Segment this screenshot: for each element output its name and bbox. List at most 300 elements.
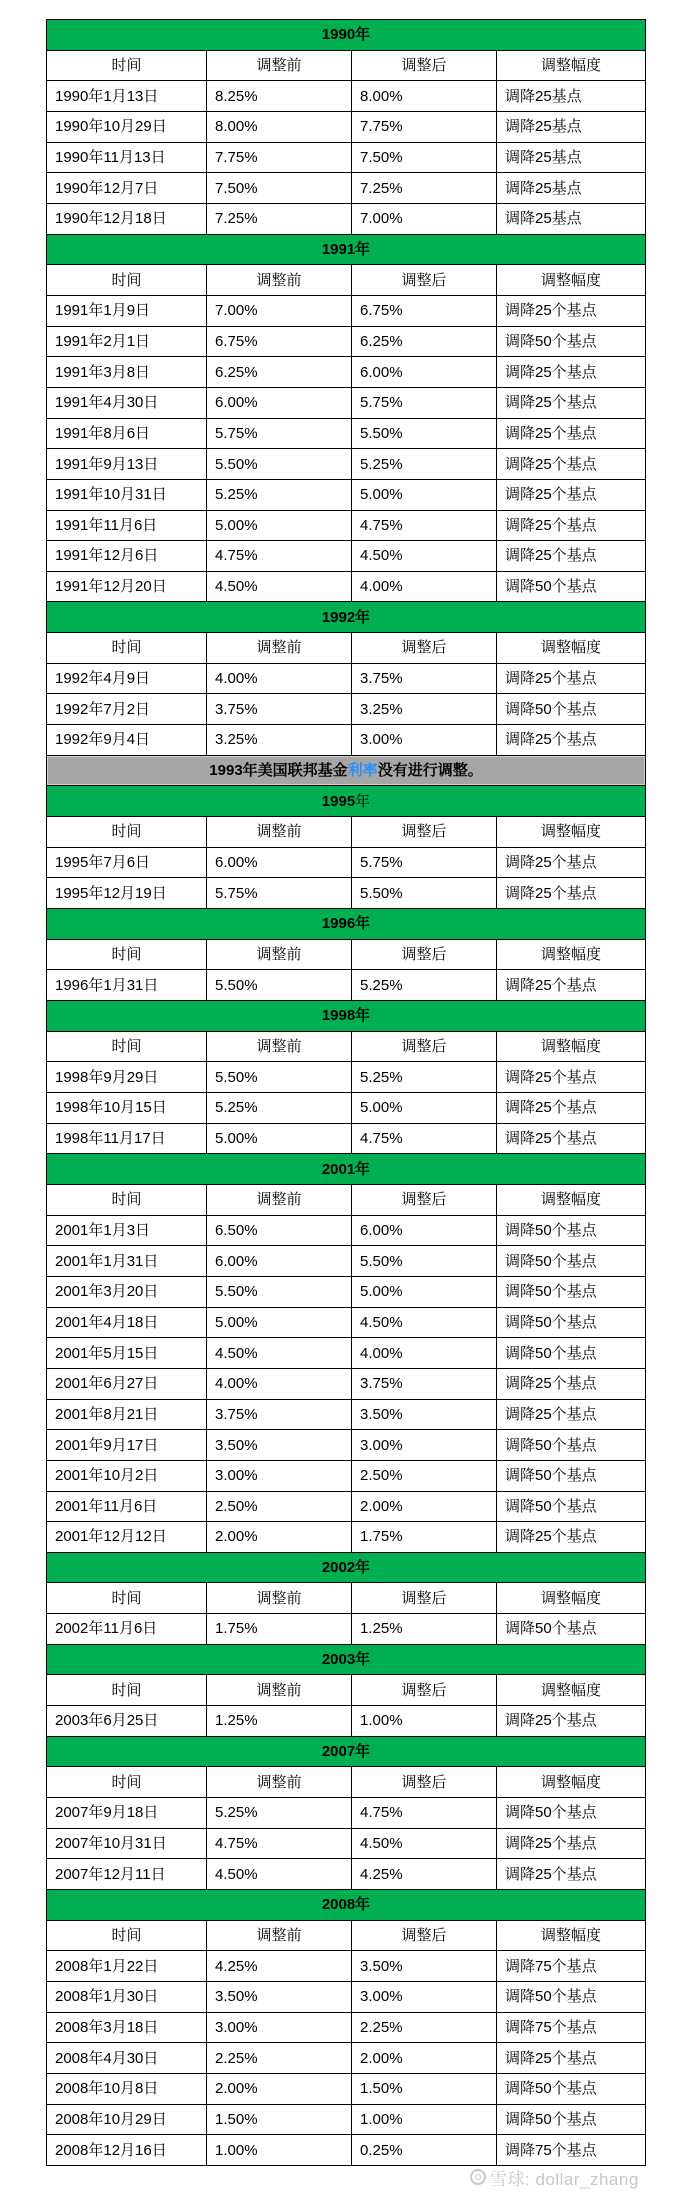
note-text-after: 没有进行调整。 bbox=[377, 762, 483, 780]
year-title bbox=[47, 786, 646, 817]
change-cell: 调降75个基点 bbox=[497, 2135, 646, 2166]
date-cell: 2008年12月16日 bbox=[47, 2135, 207, 2166]
header-date: 时间 bbox=[47, 265, 207, 296]
rate-before-cell: 4.50% bbox=[207, 1859, 352, 1890]
header-before: 调整前 bbox=[207, 265, 352, 296]
change-cell: 调降25个基点 bbox=[497, 387, 646, 418]
header-change: 调整幅度 bbox=[497, 1583, 646, 1614]
date-cell: 1991年12月20日 bbox=[47, 571, 207, 602]
rate-after-cell: 5.25% bbox=[352, 449, 497, 480]
date-cell: 2001年12月12日 bbox=[47, 1522, 207, 1553]
rate-after-cell: 4.75% bbox=[352, 510, 497, 541]
date-cell: 1991年8月6日 bbox=[47, 418, 207, 449]
date-cell: 2002年11月6日 bbox=[47, 1614, 207, 1645]
header-after: 调整后 bbox=[352, 633, 497, 664]
rate-before-cell: 5.25% bbox=[207, 479, 352, 510]
rate-after-cell: 5.00% bbox=[352, 1092, 497, 1123]
change-cell: 调降25个基点 bbox=[497, 510, 646, 541]
change-cell: 调降50个基点 bbox=[497, 2104, 646, 2135]
header-change: 调整幅度 bbox=[497, 1920, 646, 1951]
table-row bbox=[47, 1859, 646, 1890]
header-change: 调整幅度 bbox=[497, 817, 646, 848]
header-date: 时间 bbox=[47, 633, 207, 664]
table-row bbox=[47, 1368, 646, 1399]
rate-before-cell: 8.00% bbox=[207, 111, 352, 142]
date-cell: 2008年1月22日 bbox=[47, 1951, 207, 1982]
column-header-row bbox=[47, 939, 646, 970]
table-row bbox=[47, 1522, 646, 1553]
header-before: 调整前 bbox=[207, 1675, 352, 1706]
table-row bbox=[47, 2104, 646, 2135]
rate-after-cell: 1.75% bbox=[352, 1522, 497, 1553]
year-label: 2007年 bbox=[321, 1743, 371, 1761]
year-title bbox=[47, 602, 646, 633]
rate-after-cell: 3.50% bbox=[352, 1399, 497, 1430]
date-cell: 2007年9月18日 bbox=[47, 1798, 207, 1829]
rate-after-cell: 3.75% bbox=[352, 1368, 497, 1399]
note-text-before: 1993年美国联邦基金 bbox=[209, 762, 348, 780]
table-row bbox=[47, 387, 646, 418]
header-after: 调整后 bbox=[352, 1031, 497, 1062]
date-cell: 2007年12月11日 bbox=[47, 1859, 207, 1890]
rate-before-cell: 6.00% bbox=[207, 847, 352, 878]
rate-after-cell: 3.00% bbox=[352, 1430, 497, 1461]
header-after: 调整后 bbox=[352, 1767, 497, 1798]
change-cell: 调降50个基点 bbox=[497, 1215, 646, 1246]
rate-after-cell: 1.00% bbox=[352, 2104, 497, 2135]
date-cell: 1991年1月9日 bbox=[47, 295, 207, 326]
rate-after-cell: 2.50% bbox=[352, 1460, 497, 1491]
change-cell: 调降50个基点 bbox=[497, 2073, 646, 2104]
table-row bbox=[47, 970, 646, 1001]
watermark bbox=[470, 2166, 639, 2188]
year-title bbox=[47, 1736, 646, 1767]
rate-before-cell: 5.50% bbox=[207, 1276, 352, 1307]
column-header-row bbox=[47, 633, 646, 664]
year-header-row bbox=[47, 1001, 646, 1032]
table-row bbox=[47, 326, 646, 357]
rate-after-cell: 7.00% bbox=[352, 203, 497, 234]
table-row bbox=[47, 449, 646, 480]
header-after: 调整后 bbox=[352, 939, 497, 970]
date-cell: 2003年6月25日 bbox=[47, 1706, 207, 1737]
table-row bbox=[47, 878, 646, 909]
change-cell: 调降25个基点 bbox=[497, 1368, 646, 1399]
table-row bbox=[47, 203, 646, 234]
change-cell: 调降25个基点 bbox=[497, 1123, 646, 1154]
rate-before-cell: 6.75% bbox=[207, 326, 352, 357]
table-row bbox=[47, 1307, 646, 1338]
date-cell: 2001年5月15日 bbox=[47, 1338, 207, 1369]
header-change: 调整幅度 bbox=[497, 1767, 646, 1798]
watermark-text: 雪球: dollar_zhang bbox=[490, 2169, 639, 2189]
date-cell: 1991年2月1日 bbox=[47, 326, 207, 357]
rate-before-cell: 5.75% bbox=[207, 878, 352, 909]
rate-after-cell: 1.25% bbox=[352, 1614, 497, 1645]
date-cell: 2008年10月29日 bbox=[47, 2104, 207, 2135]
change-cell: 调降50个基点 bbox=[497, 694, 646, 725]
change-cell: 调降25个基点 bbox=[497, 878, 646, 909]
rate-before-cell: 5.50% bbox=[207, 970, 352, 1001]
header-after: 调整后 bbox=[352, 1675, 497, 1706]
change-cell: 调降25基点 bbox=[497, 173, 646, 204]
table-row bbox=[47, 1430, 646, 1461]
column-header-row bbox=[47, 50, 646, 81]
change-cell: 调降25个基点 bbox=[497, 970, 646, 1001]
table-row bbox=[47, 2043, 646, 2074]
rate-after-cell: 1.50% bbox=[352, 2073, 497, 2104]
table-row bbox=[47, 1246, 646, 1277]
date-cell: 1992年9月4日 bbox=[47, 725, 207, 756]
rate-before-cell: 3.00% bbox=[207, 2012, 352, 2043]
rate-before-cell: 3.25% bbox=[207, 725, 352, 756]
year-title bbox=[47, 1644, 646, 1675]
header-change: 调整幅度 bbox=[497, 50, 646, 81]
rate-after-cell: 3.00% bbox=[352, 725, 497, 756]
table-row bbox=[47, 1062, 646, 1093]
header-before: 调整前 bbox=[207, 50, 352, 81]
header-date: 时间 bbox=[47, 50, 207, 81]
change-cell: 调降25个基点 bbox=[497, 725, 646, 756]
change-cell: 调降25个基点 bbox=[497, 1828, 646, 1859]
rate-before-cell: 7.00% bbox=[207, 295, 352, 326]
rate-before-cell: 3.50% bbox=[207, 1430, 352, 1461]
year-label: 2001年 bbox=[321, 1160, 371, 1178]
change-cell: 调降50个基点 bbox=[497, 1430, 646, 1461]
rate-after-cell: 1.00% bbox=[352, 1706, 497, 1737]
rate-after-cell: 2.25% bbox=[352, 2012, 497, 2043]
rate-before-cell: 7.25% bbox=[207, 203, 352, 234]
column-header-row bbox=[47, 1767, 646, 1798]
rate-before-cell: 3.75% bbox=[207, 694, 352, 725]
table-row bbox=[47, 571, 646, 602]
table-row bbox=[47, 1276, 646, 1307]
date-cell: 2001年8月21日 bbox=[47, 1399, 207, 1430]
date-cell: 1991年11月6日 bbox=[47, 510, 207, 541]
header-change: 调整幅度 bbox=[497, 1031, 646, 1062]
date-cell: 1995年7月6日 bbox=[47, 847, 207, 878]
date-cell: 2001年1月31日 bbox=[47, 1246, 207, 1277]
rate-before-cell: 5.50% bbox=[207, 449, 352, 480]
rate-after-cell: 5.75% bbox=[352, 387, 497, 418]
rate-before-cell: 1.75% bbox=[207, 1614, 352, 1645]
header-date: 时间 bbox=[47, 1583, 207, 1614]
change-cell: 调降75个基点 bbox=[497, 2012, 646, 2043]
header-date: 时间 bbox=[47, 1184, 207, 1215]
header-before: 调整前 bbox=[207, 817, 352, 848]
date-cell: 1990年12月18日 bbox=[47, 203, 207, 234]
change-cell: 调降50个基点 bbox=[497, 1491, 646, 1522]
rate-after-cell: 4.50% bbox=[352, 541, 497, 572]
header-change: 调整幅度 bbox=[497, 633, 646, 664]
date-cell: 1991年9月13日 bbox=[47, 449, 207, 480]
change-cell: 调降25基点 bbox=[497, 111, 646, 142]
column-header-row bbox=[47, 1675, 646, 1706]
rate-after-cell: 0.25% bbox=[352, 2135, 497, 2166]
column-header-row bbox=[47, 265, 646, 296]
rate-before-cell: 6.00% bbox=[207, 387, 352, 418]
change-cell: 调降25基点 bbox=[497, 142, 646, 173]
note-cell bbox=[47, 755, 646, 786]
year-title bbox=[47, 1001, 646, 1032]
rate-after-cell: 4.75% bbox=[352, 1123, 497, 1154]
table-row bbox=[47, 1460, 646, 1491]
rate-after-cell: 5.00% bbox=[352, 479, 497, 510]
year-label: 1991年 bbox=[321, 240, 371, 258]
rate-before-cell: 2.00% bbox=[207, 1522, 352, 1553]
rate-before-cell: 6.25% bbox=[207, 357, 352, 388]
rate-before-cell: 2.00% bbox=[207, 2073, 352, 2104]
column-header-row bbox=[47, 1920, 646, 1951]
header-date: 时间 bbox=[47, 1920, 207, 1951]
table-row bbox=[47, 1798, 646, 1829]
year-label: 1998年 bbox=[321, 1007, 371, 1025]
change-cell: 调降50个基点 bbox=[497, 1276, 646, 1307]
date-cell: 1991年12月6日 bbox=[47, 541, 207, 572]
year-header-row bbox=[47, 1154, 646, 1185]
change-cell: 调降25个基点 bbox=[497, 663, 646, 694]
rate-after-cell: 3.50% bbox=[352, 1951, 497, 1982]
change-cell: 调降50个基点 bbox=[497, 1460, 646, 1491]
year-title bbox=[47, 1154, 646, 1185]
year-header-row bbox=[47, 20, 646, 51]
header-after: 调整后 bbox=[352, 1583, 497, 1614]
rate-after-cell: 7.75% bbox=[352, 111, 497, 142]
column-header-row bbox=[47, 1583, 646, 1614]
rate-after-cell: 5.50% bbox=[352, 418, 497, 449]
rate-after-cell: 2.00% bbox=[352, 2043, 497, 2074]
date-cell: 1990年11月13日 bbox=[47, 142, 207, 173]
year-label: 2003年 bbox=[321, 1651, 371, 1669]
date-cell: 1998年11月17日 bbox=[47, 1123, 207, 1154]
rate-before-cell: 2.50% bbox=[207, 1491, 352, 1522]
change-cell: 调降50个基点 bbox=[497, 1982, 646, 2013]
table-row bbox=[47, 1828, 646, 1859]
rate-before-cell: 5.50% bbox=[207, 1062, 352, 1093]
header-date: 时间 bbox=[47, 817, 207, 848]
header-before: 调整前 bbox=[207, 1184, 352, 1215]
date-cell: 1996年1月31日 bbox=[47, 970, 207, 1001]
rate-before-cell: 3.50% bbox=[207, 1982, 352, 2013]
header-after: 调整后 bbox=[352, 817, 497, 848]
table-row bbox=[47, 1706, 646, 1737]
rate-before-cell: 1.00% bbox=[207, 2135, 352, 2166]
change-cell: 调降25个基点 bbox=[497, 541, 646, 572]
date-cell: 2001年9月17日 bbox=[47, 1430, 207, 1461]
rate-after-cell: 6.00% bbox=[352, 357, 497, 388]
year-title bbox=[47, 1890, 646, 1921]
header-before: 调整前 bbox=[207, 633, 352, 664]
change-cell: 调降50个基点 bbox=[497, 1338, 646, 1369]
year-title bbox=[47, 909, 646, 940]
year-title bbox=[47, 1552, 646, 1583]
table-row bbox=[47, 173, 646, 204]
date-cell: 1992年4月9日 bbox=[47, 663, 207, 694]
rate-before-cell: 5.00% bbox=[207, 1307, 352, 1338]
rate-after-cell: 5.50% bbox=[352, 878, 497, 909]
change-cell: 调降25个基点 bbox=[497, 449, 646, 480]
table-row bbox=[47, 111, 646, 142]
rate-before-cell: 4.75% bbox=[207, 1828, 352, 1859]
rate-after-cell: 6.00% bbox=[352, 1215, 497, 1246]
rate-before-cell: 1.50% bbox=[207, 2104, 352, 2135]
change-cell: 调降25个基点 bbox=[497, 1859, 646, 1890]
rate-before-cell: 4.00% bbox=[207, 663, 352, 694]
rate-after-cell: 5.25% bbox=[352, 1062, 497, 1093]
rate-after-cell: 2.00% bbox=[352, 1491, 497, 1522]
year-label: 1996年 bbox=[321, 915, 371, 933]
column-header-row bbox=[47, 817, 646, 848]
date-cell: 2001年1月3日 bbox=[47, 1215, 207, 1246]
rate-before-cell: 2.25% bbox=[207, 2043, 352, 2074]
rate-after-cell: 3.75% bbox=[352, 663, 497, 694]
date-cell: 1995年12月19日 bbox=[47, 878, 207, 909]
rate-before-cell: 5.00% bbox=[207, 510, 352, 541]
header-date: 时间 bbox=[47, 939, 207, 970]
table-body bbox=[47, 20, 646, 2166]
date-cell: 1990年10月29日 bbox=[47, 111, 207, 142]
rate-before-cell: 8.25% bbox=[207, 81, 352, 112]
rate-after-cell: 8.00% bbox=[352, 81, 497, 112]
table-row bbox=[47, 2012, 646, 2043]
year-header-row bbox=[47, 1736, 646, 1767]
table-row bbox=[47, 1491, 646, 1522]
table-row bbox=[47, 1614, 646, 1645]
table-row bbox=[47, 510, 646, 541]
rate-after-cell: 4.25% bbox=[352, 1859, 497, 1890]
fed-rate-cuts-table bbox=[46, 19, 646, 2166]
header-before: 调整前 bbox=[207, 1767, 352, 1798]
year-label: 1995 bbox=[321, 792, 356, 810]
change-cell: 调降25个基点 bbox=[497, 479, 646, 510]
change-cell: 调降25个基点 bbox=[497, 1522, 646, 1553]
column-header-row bbox=[47, 1031, 646, 1062]
header-before: 调整前 bbox=[207, 1920, 352, 1951]
rate-before-cell: 5.75% bbox=[207, 418, 352, 449]
date-cell: 1998年9月29日 bbox=[47, 1062, 207, 1093]
note-row bbox=[47, 755, 646, 786]
table-row bbox=[47, 1338, 646, 1369]
header-after: 调整后 bbox=[352, 50, 497, 81]
change-cell: 调降25个基点 bbox=[497, 1062, 646, 1093]
date-cell: 1991年4月30日 bbox=[47, 387, 207, 418]
change-cell: 调降25个基点 bbox=[497, 1092, 646, 1123]
year-title bbox=[47, 234, 646, 265]
rate-before-cell: 7.75% bbox=[207, 142, 352, 173]
rate-before-cell: 4.75% bbox=[207, 541, 352, 572]
year-label: 1992年 bbox=[321, 608, 371, 626]
rate-after-cell: 6.75% bbox=[352, 295, 497, 326]
header-date: 时间 bbox=[47, 1675, 207, 1706]
rate-after-cell: 5.25% bbox=[352, 970, 497, 1001]
table-row bbox=[47, 541, 646, 572]
year-header-row bbox=[47, 786, 646, 817]
rate-after-cell: 5.00% bbox=[352, 1276, 497, 1307]
rate-before-cell: 6.50% bbox=[207, 1215, 352, 1246]
table-row bbox=[47, 418, 646, 449]
date-cell: 1991年3月8日 bbox=[47, 357, 207, 388]
change-cell: 调降50个基点 bbox=[497, 1614, 646, 1645]
year-header-row bbox=[47, 1890, 646, 1921]
change-cell: 调降25个基点 bbox=[497, 1399, 646, 1430]
header-before: 调整前 bbox=[207, 1583, 352, 1614]
table-row bbox=[47, 1399, 646, 1430]
date-cell: 1990年1月13日 bbox=[47, 81, 207, 112]
rate-before-cell: 6.00% bbox=[207, 1246, 352, 1277]
rate-before-cell: 5.00% bbox=[207, 1123, 352, 1154]
change-cell: 调降25个基点 bbox=[497, 418, 646, 449]
table-row bbox=[47, 142, 646, 173]
rate-after-cell: 3.25% bbox=[352, 694, 497, 725]
table-row bbox=[47, 357, 646, 388]
table-row bbox=[47, 694, 646, 725]
year-label: 2002年 bbox=[321, 1559, 371, 1577]
year-header-row bbox=[47, 602, 646, 633]
header-change: 调整幅度 bbox=[497, 1675, 646, 1706]
rate-before-cell: 4.50% bbox=[207, 1338, 352, 1369]
header-after: 调整后 bbox=[352, 1920, 497, 1951]
table-row bbox=[47, 1982, 646, 2013]
date-cell: 2001年11月6日 bbox=[47, 1491, 207, 1522]
rate-after-cell: 4.75% bbox=[352, 1798, 497, 1829]
date-cell: 2008年3月18日 bbox=[47, 2012, 207, 2043]
rate-before-cell: 7.50% bbox=[207, 173, 352, 204]
date-cell: 1991年10月31日 bbox=[47, 479, 207, 510]
header-before: 调整前 bbox=[207, 1031, 352, 1062]
date-cell: 1998年10月15日 bbox=[47, 1092, 207, 1123]
year-header-row bbox=[47, 1552, 646, 1583]
header-date: 时间 bbox=[47, 1031, 207, 1062]
date-cell: 2001年6月27日 bbox=[47, 1368, 207, 1399]
header-change: 调整幅度 bbox=[497, 939, 646, 970]
change-cell: 调降75个基点 bbox=[497, 1951, 646, 1982]
change-cell: 调降25个基点 bbox=[497, 847, 646, 878]
xueqiu-logo-icon bbox=[470, 2169, 486, 2185]
rate-before-cell: 4.00% bbox=[207, 1368, 352, 1399]
change-cell: 调降50个基点 bbox=[497, 1798, 646, 1829]
change-cell: 调降25个基点 bbox=[497, 295, 646, 326]
header-before: 调整前 bbox=[207, 939, 352, 970]
date-cell: 2007年10月31日 bbox=[47, 1828, 207, 1859]
header-change: 调整幅度 bbox=[497, 265, 646, 296]
change-cell: 调降25个基点 bbox=[497, 1706, 646, 1737]
year-title bbox=[47, 20, 646, 51]
rate-after-cell: 3.00% bbox=[352, 1982, 497, 2013]
change-cell: 调降50个基点 bbox=[497, 1246, 646, 1277]
rate-before-cell: 5.25% bbox=[207, 1092, 352, 1123]
rate-after-cell: 5.50% bbox=[352, 1246, 497, 1277]
year-suffix: 年 bbox=[355, 792, 371, 810]
interest-rate-link[interactable]: 利率 bbox=[347, 762, 378, 780]
rate-after-cell: 4.00% bbox=[352, 571, 497, 602]
table-row bbox=[47, 2073, 646, 2104]
date-cell: 2008年4月30日 bbox=[47, 2043, 207, 2074]
rate-before-cell: 5.25% bbox=[207, 1798, 352, 1829]
rate-after-cell: 4.50% bbox=[352, 1828, 497, 1859]
header-date: 时间 bbox=[47, 1767, 207, 1798]
table-row bbox=[47, 725, 646, 756]
year-label: 1990年 bbox=[321, 26, 371, 44]
change-cell: 调降50个基点 bbox=[497, 326, 646, 357]
date-cell: 1990年12月7日 bbox=[47, 173, 207, 204]
table-row bbox=[47, 1092, 646, 1123]
year-label: 2008年 bbox=[321, 1896, 371, 1914]
date-cell: 2001年3月20日 bbox=[47, 1276, 207, 1307]
table-row bbox=[47, 1215, 646, 1246]
year-header-row bbox=[47, 909, 646, 940]
table-row bbox=[47, 81, 646, 112]
table-row bbox=[47, 663, 646, 694]
